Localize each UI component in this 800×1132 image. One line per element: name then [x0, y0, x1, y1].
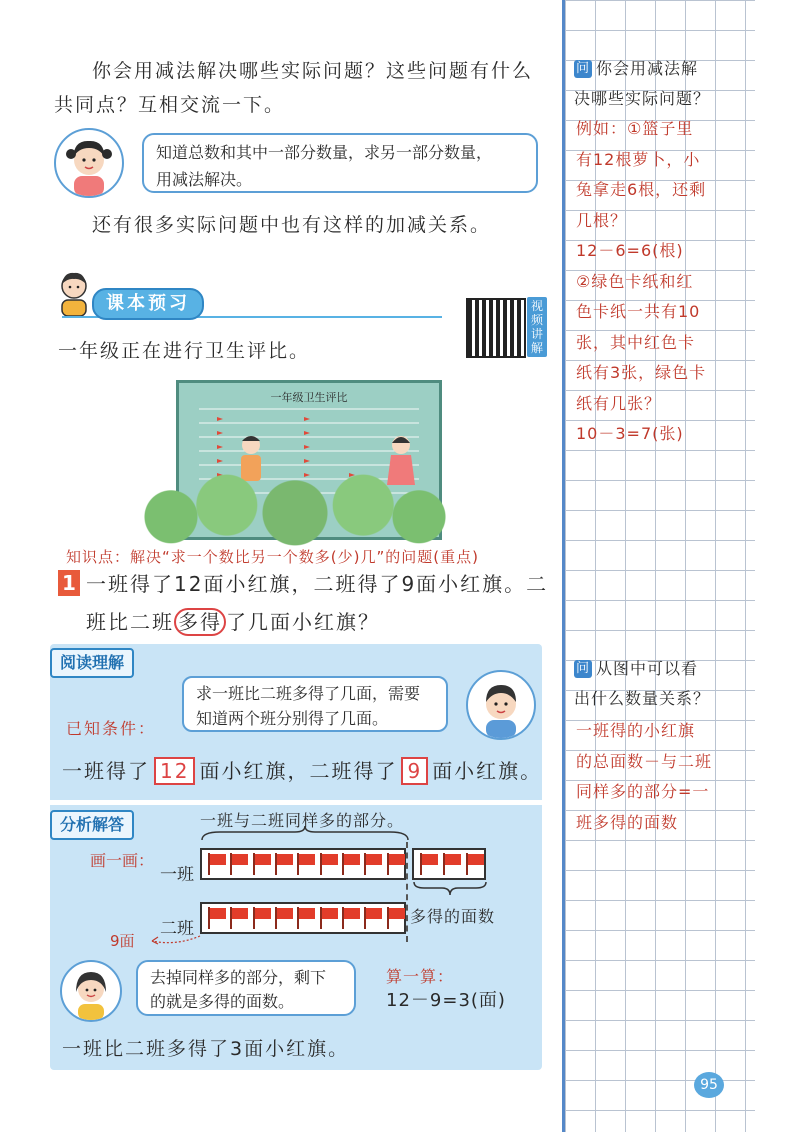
calc-label: 算一算： — [386, 967, 455, 986]
bushes — [140, 470, 450, 548]
row1-label: 一班 — [160, 865, 194, 885]
side-question-2 — [574, 654, 710, 714]
video-explain-label[interactable]: 视频讲解 — [527, 297, 547, 357]
row1-flag-icon — [275, 853, 292, 875]
side-a1-line-7: 色卡纸一共有10 — [576, 302, 701, 321]
girl-bubble-line-2: 用减法解决。 — [156, 170, 253, 189]
side-a1-line-4: 几根？ — [576, 210, 628, 230]
relation-text: 还有很多实际问题中也有这样的加减关系。 — [92, 214, 492, 236]
side-a2-line-1: 一班得的小红旗 — [576, 721, 696, 740]
side-answer-1 — [576, 114, 706, 450]
thinking-boy-icon — [54, 270, 94, 318]
side-a1-line-2: 有12根萝卜，小 — [576, 149, 701, 169]
row2-flag-icon — [387, 907, 404, 929]
side-a1-line-8: 张，其中红色卡 — [576, 332, 696, 352]
known-mid: 面小红旗，二班得了 — [199, 759, 398, 783]
side-a2-line-3: 同样多的部分=一 — [576, 782, 710, 801]
side-q1-line-1: 你会用减法解 — [596, 59, 699, 78]
intro-line-2: 共同点？互相交流一下。 — [54, 94, 286, 116]
teacher-bubble-line-1: 去掉同样多的部分，剩下 — [150, 968, 327, 987]
row1-flag-icon — [297, 853, 314, 875]
dashed-separator — [406, 842, 408, 942]
girl-avatar — [54, 128, 124, 198]
row1-extra-flag-icon — [443, 853, 461, 875]
row2-flag-icon — [364, 907, 381, 929]
page-number: 95 — [694, 1072, 724, 1098]
side-answer-2 — [576, 716, 712, 838]
question-badge-icon: 问 — [575, 61, 590, 76]
side-a1-line-5: 12－6=6(根) — [576, 241, 684, 260]
boy-bubble-line-1: 求一班比二班多得了几面，需要 — [196, 684, 421, 703]
side-a1-line-11: 10－3=7(张) — [576, 424, 684, 443]
question-number: 1 — [58, 570, 80, 596]
known-label: 已知条件： — [66, 719, 157, 738]
row2-flag-icon — [230, 907, 247, 929]
question-line-2-post: 了几面小红旗？ — [226, 610, 380, 634]
row1-flag-icon — [320, 853, 337, 875]
row1-extra-flag-icon — [466, 853, 484, 875]
row1-flag-icon — [208, 853, 225, 875]
known-number-2: 9 — [401, 757, 428, 785]
scenario-text: 一年级正在进行卫生评比。 — [58, 340, 311, 362]
analysis-header: 分析解答 — [50, 810, 134, 840]
girl-bubble-line-1: 知道总数和其中一部分数量，求另一部分数量， — [156, 143, 493, 162]
row2-flag-icon — [208, 907, 225, 929]
side-a1-line-1: 例如：①篮子里 — [576, 119, 694, 138]
row2-label: 二班 — [160, 919, 194, 939]
known-number-1: 12 — [154, 757, 195, 785]
teacher-bubble-line-2: 的就是多得的面数。 — [150, 992, 295, 1011]
boy-speech-bubble — [182, 676, 448, 732]
side-a2-line-4: 班多得的面数 — [576, 812, 679, 832]
final-answer: 一班比二班多得了3面小红旗。 — [62, 1038, 350, 1060]
panel-divider — [50, 800, 542, 805]
knowledge-point: 知识点：解决“求一个数比另一个数多(少)几”的问题(重点) — [66, 548, 479, 566]
row2-flag-icon — [342, 907, 359, 929]
same-part-label: 一班与二班同样多的部分。 — [200, 811, 405, 830]
row1-flag-icon — [387, 853, 404, 875]
known-post: 面小红旗。 — [432, 759, 543, 783]
side-q2-line-1: 从图中可以看 — [596, 659, 699, 678]
question-badge-icon: 问 — [575, 661, 590, 676]
side-q1-line-2: 决哪些实际问题？ — [574, 89, 711, 108]
row1-extra-flag-box — [412, 848, 486, 880]
row1-flag-icon — [253, 853, 270, 875]
more-brace — [412, 882, 488, 896]
girl-speech-bubble — [142, 133, 538, 193]
side-a1-line-3: 兔拿走6根，还剩 — [576, 180, 707, 199]
row2-flag-icon — [320, 907, 337, 929]
question-line-1: 一班得了12面小红旗，二班得了9面小红旗。二 — [86, 572, 549, 596]
qr-code-icon[interactable] — [466, 298, 526, 358]
known-pre: 一班得了 — [62, 759, 150, 783]
side-a2-line-2: 的总面数－与二班 — [576, 751, 713, 771]
intro-line-1: 你会用减法解决哪些实际问题？这些问题有什么 — [92, 60, 534, 82]
row2-flag-icon — [275, 907, 292, 929]
teacher-speech-bubble — [136, 960, 356, 1016]
reading-header: 阅读理解 — [50, 648, 134, 678]
known-sentence — [62, 752, 542, 790]
row1-flag-icon — [230, 853, 247, 875]
row2-flag-box — [200, 902, 406, 934]
row2-flag-icon — [253, 907, 270, 929]
boy-bubble-line-2: 知道两个班分别得了几面。 — [196, 709, 389, 728]
more-label: 多得的面数 — [410, 907, 496, 926]
question-line-2-pre: 班比二班 — [86, 610, 174, 634]
calc-expression: 12－9=3(面) — [386, 990, 506, 1011]
side-question-1 — [574, 54, 710, 114]
board-title: 一年级卫生评比 — [270, 391, 348, 404]
draw-label: 画一画： — [90, 851, 155, 870]
row1-flag-icon — [342, 853, 359, 875]
row2-flag-icon — [297, 907, 314, 929]
preview-title: 课本预习 — [92, 288, 204, 320]
row1-flag-box — [200, 848, 406, 880]
row1-extra-flag-icon — [420, 853, 438, 875]
side-q2-line-2: 出什么数量关系？ — [574, 689, 711, 708]
circled-keyword: 多得 — [174, 608, 226, 636]
side-a1-line-10: 纸有几张？ — [576, 393, 662, 413]
nine-label: 9面 — [110, 932, 135, 950]
same-part-brace — [200, 826, 410, 842]
boy-avatar — [466, 670, 536, 740]
nine-arrow-icon — [146, 934, 202, 948]
question-line-2 — [86, 603, 380, 641]
side-a1-line-9: 纸有3张，绿色卡 — [576, 363, 707, 382]
row1-flag-icon — [364, 853, 381, 875]
teacher-avatar — [60, 960, 122, 1022]
side-a1-line-6: ②绿色卡纸和红 — [576, 271, 694, 291]
